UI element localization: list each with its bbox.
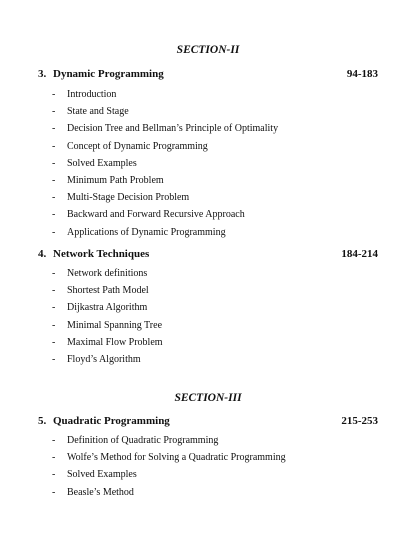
list-dash: - (52, 469, 56, 481)
chapter-header (38, 248, 378, 264)
topic-text: Solved Examples (67, 469, 137, 481)
topic-text: Network definitions (67, 268, 148, 279)
section-heading: SECTION-III (174, 392, 242, 404)
chapter-pages: 94-183 (346, 68, 378, 80)
section-heading: SECTION-II (176, 44, 240, 56)
list-dash: - (52, 174, 56, 186)
list-dash: - (52, 209, 56, 221)
topic-text: Wolfe’s Method for Solving a Quadratic Programming (67, 452, 286, 464)
chapter-header (38, 68, 378, 84)
list-dash: - (52, 353, 56, 365)
chapter-number: 5. (38, 415, 47, 427)
chapter-title: Network Techniques (53, 248, 150, 260)
list-dash: - (52, 435, 56, 446)
topic-text: Solved Examples (67, 157, 137, 169)
topic-text: Minimum Path Problem (67, 174, 164, 186)
list-dash: - (52, 106, 56, 118)
chapter-number: 3. (38, 68, 47, 80)
topic-text: Maximal Flow Problem (67, 336, 163, 348)
topic-text: Decision Tree and Bellman’s Principle of Optimality (67, 123, 279, 135)
list-dash: - (52, 226, 56, 238)
topic-text: Applications of Dynamic Programming (67, 226, 226, 238)
topic-text: Floyd’s Algorithm (67, 353, 141, 365)
topic-text: Backward and Forward Recursive Approach (67, 209, 245, 221)
topic-text: Introduction (67, 89, 117, 100)
list-dash: - (52, 192, 56, 204)
topic-text: Dijkastra Algorithm (67, 302, 148, 314)
topic-text: State and Stage (67, 106, 129, 118)
list-dash: - (52, 336, 56, 348)
list-dash: - (52, 302, 56, 314)
list-dash: - (52, 268, 56, 279)
topic-text: Shortest Path Model (67, 285, 149, 297)
list-dash: - (52, 89, 56, 100)
topic-text: Concept of Dynamic Programming (67, 140, 208, 152)
topic-text: Multi-Stage Decision Problem (67, 192, 190, 204)
topic-text: Beasle’s Method (67, 486, 134, 498)
topic-text: Minimal Spanning Tree (67, 319, 163, 331)
chapter-pages: 184-214 (341, 248, 378, 260)
chapter-number: 4. (38, 248, 47, 260)
topic-text: Definition of Quadratic Programming (67, 435, 219, 446)
chapter-pages: 215-253 (341, 415, 378, 427)
list-dash: - (52, 452, 56, 464)
list-dash: - (52, 140, 56, 152)
chapter-title: Dynamic Programming (53, 68, 164, 80)
list-dash: - (52, 285, 56, 297)
list-dash: - (52, 157, 56, 169)
list-dash: - (52, 123, 56, 135)
list-dash: - (52, 486, 56, 498)
list-dash: - (52, 319, 56, 331)
chapter-title: Quadratic Programming (53, 415, 170, 427)
chapter-header (38, 415, 378, 431)
